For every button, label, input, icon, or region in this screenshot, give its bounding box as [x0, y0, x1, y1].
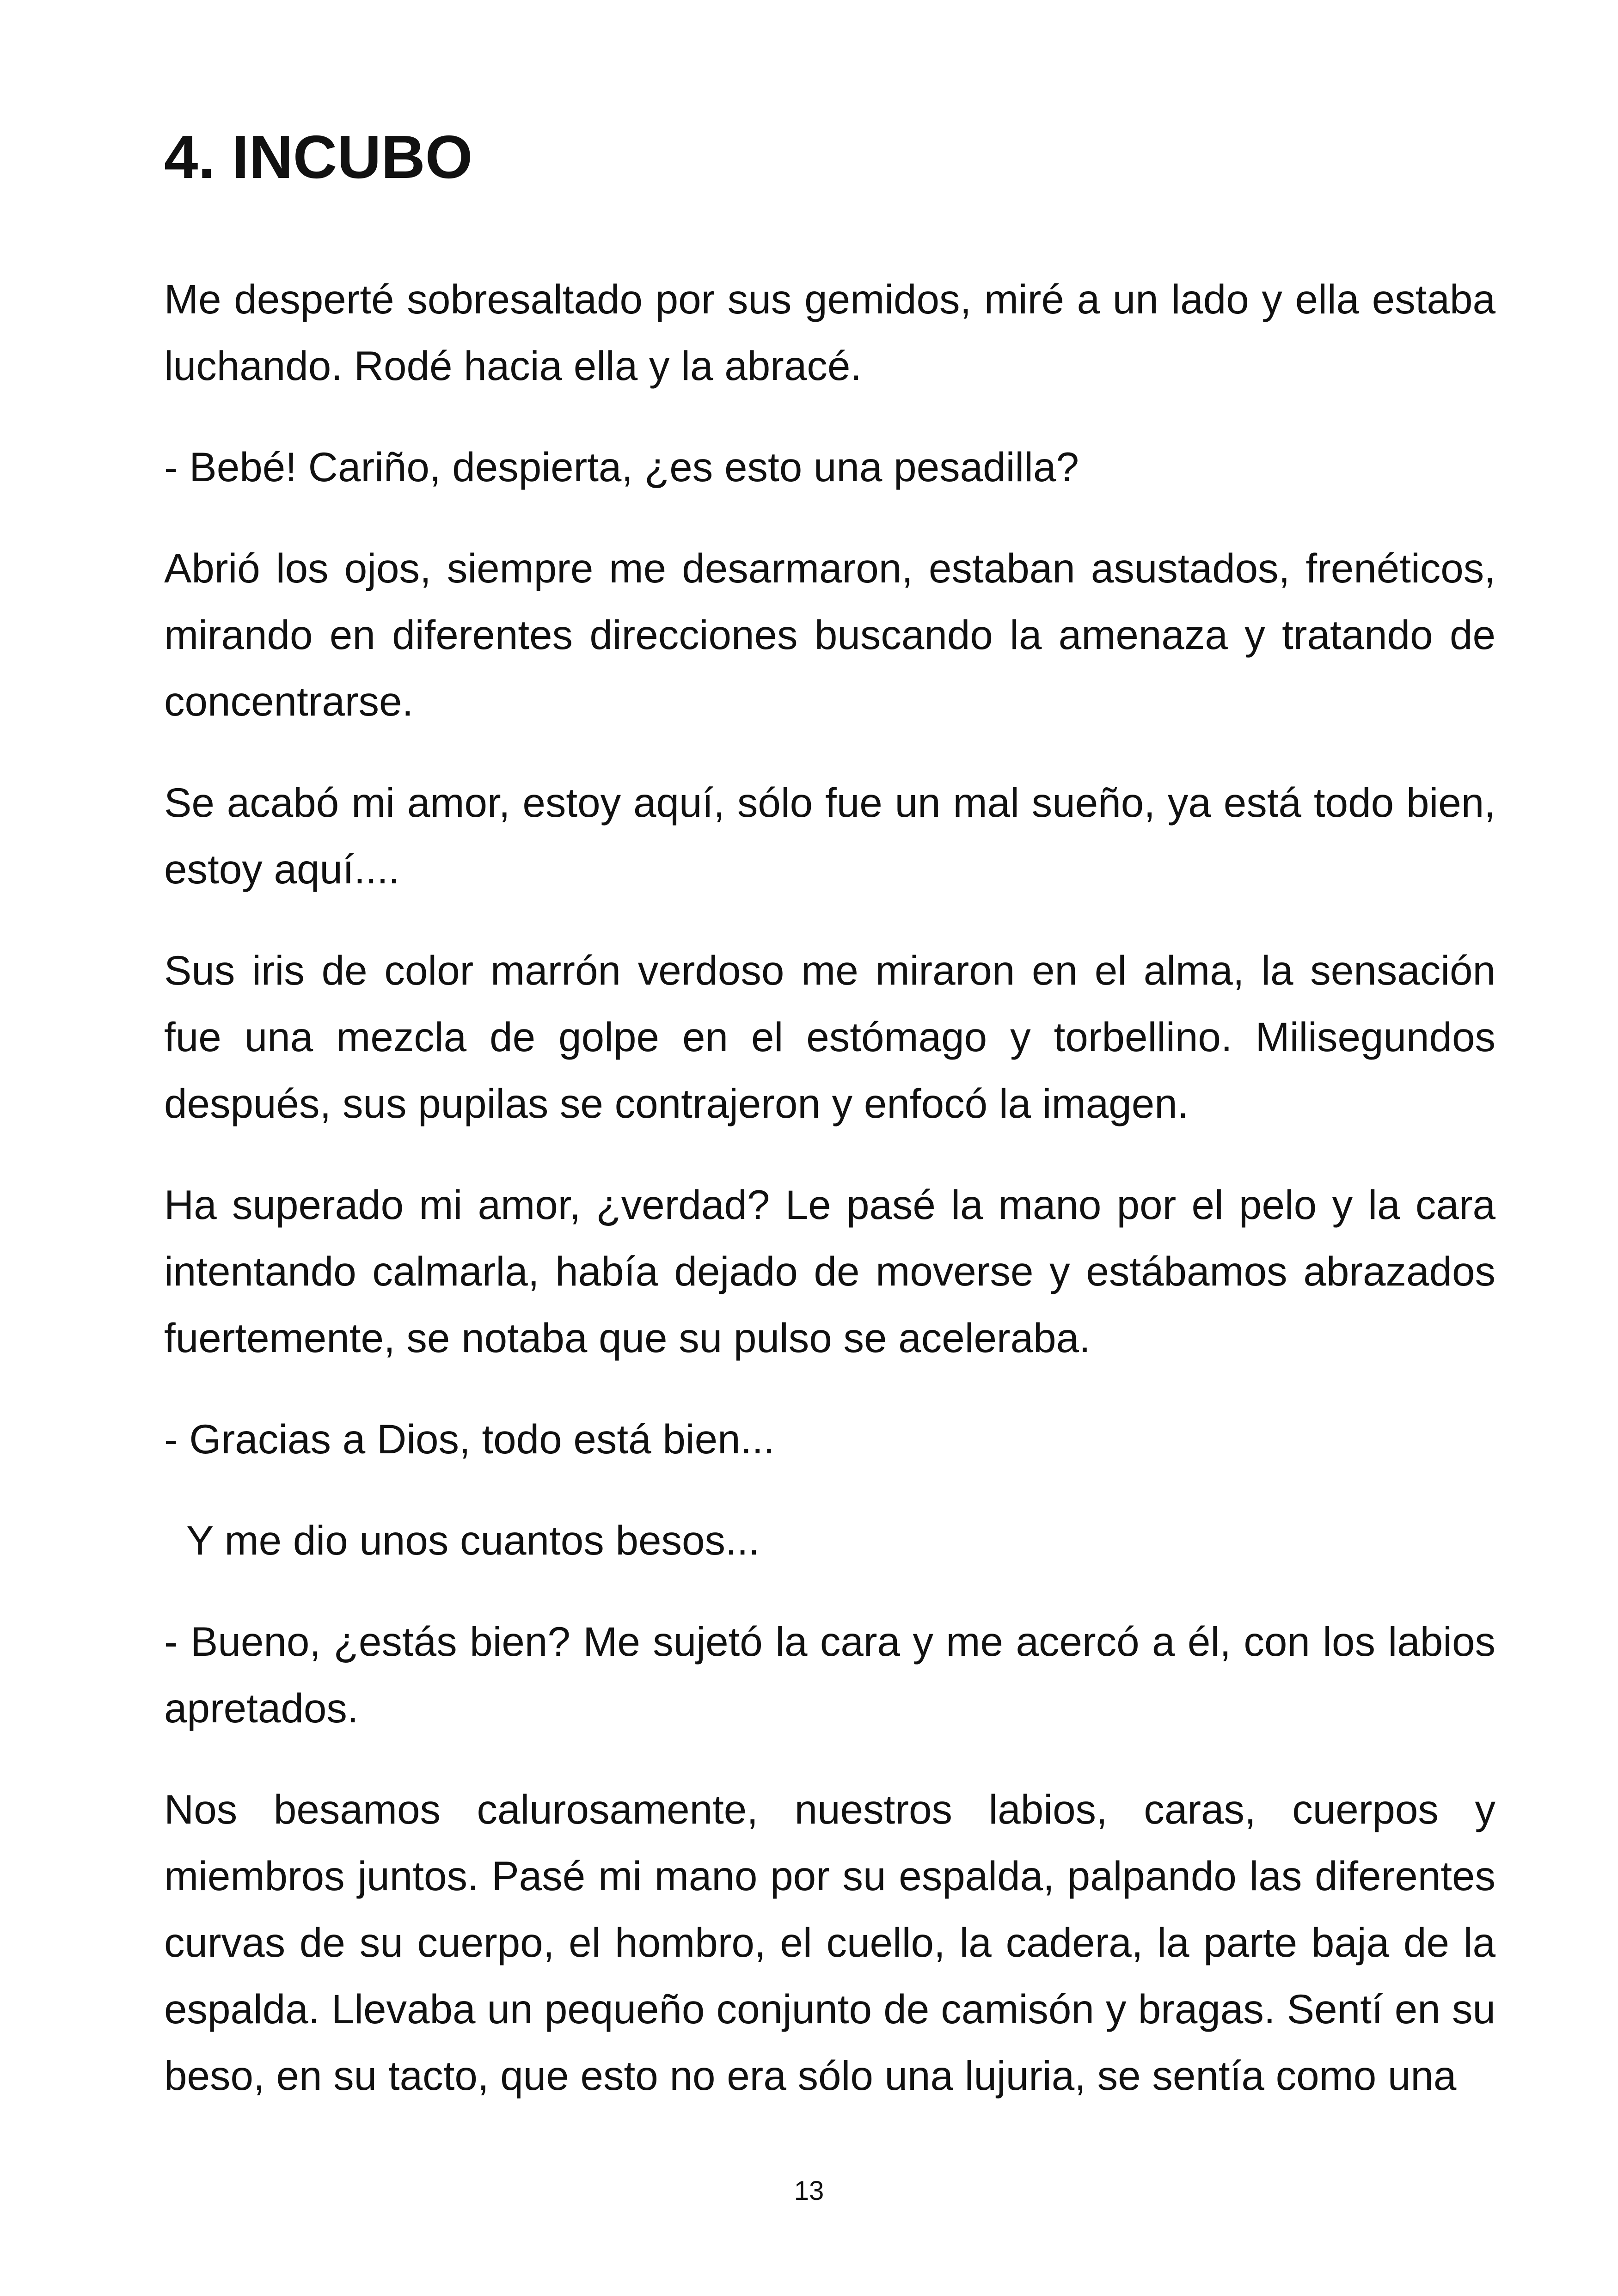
paragraph: Abrió los ojos, siempre me desarmaron, estaban asustados, frenéticos, mirando en diferentes direcciones buscando la amenaza y tratando de concentrarse.: [164, 545, 1495, 724]
paragraph: Se acabó mi amor, estoy aquí, sólo fue un mal sueño, ya está todo bien, estoy aquí....: [164, 779, 1495, 892]
page-number: 13: [794, 2176, 824, 2206]
paragraph: - Bebé! Cariño, despierta, ¿es esto una pesadilla?: [164, 444, 1079, 490]
paragraph: - Bueno, ¿estás bien? Me sujetó la cara y me acercó a él, con los labios apretados.: [164, 1618, 1495, 1731]
paragraph: Nos besamos calurosamente, nuestros labios, caras, cuerpos y miembros juntos. Pasé mi mano por su espalda, palpando las diferentes curvas de su cuerpo, el hombro, el cuello, la cadera, la parte baja de la espalda. Llevaba un pequeño conjunto de camisón y bragas. Sentí en su beso, en su tacto, que esto no era sólo una lujuria, se sentía como una: [164, 1786, 1495, 2099]
paragraph: - Gracias a Dios, todo está bien...: [164, 1416, 775, 1462]
paragraph: Sus iris de color marrón verdoso me miraron en el alma, la sensación fue una mezcla de golpe en el estómago y torbellino. Milisegundos después, sus pupilas se contrajeron y enfocó la imagen.: [164, 947, 1495, 1127]
page-content: [164, 118, 1495, 2109]
chapter-title: 4. INCUBO: [164, 123, 473, 191]
paragraph: Me desperté sobresaltado por sus gemidos, miré a un lado y ella estaba luchando. Rodé hacia ella y la abracé.: [164, 276, 1495, 389]
paragraph: Ha superado mi amor, ¿verdad? Le pasé la mano por el pelo y la cara intentando calmarla, había dejado de moverse y estábamos abrazados fuertemente, se notaba que su pulso se aceleraba.: [164, 1182, 1495, 1361]
paragraph: Y me dio unos cuantos besos...: [186, 1517, 760, 1563]
